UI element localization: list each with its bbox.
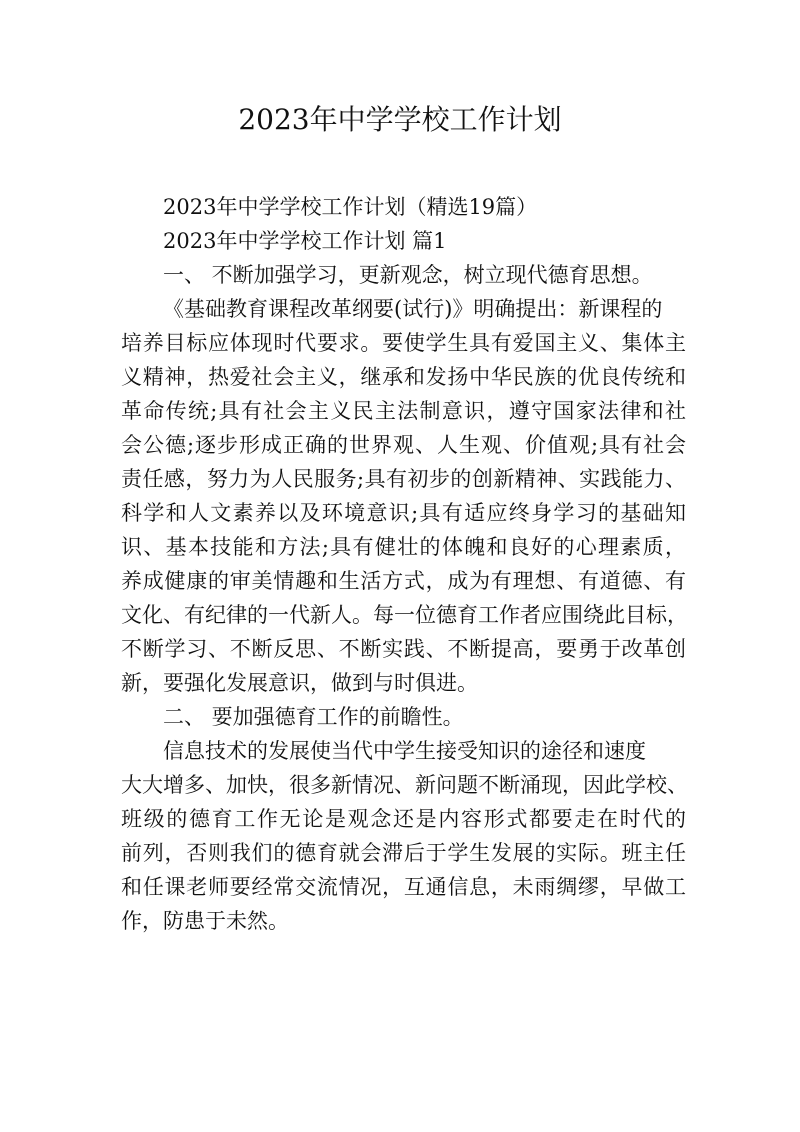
paragraph-1-line: 培养目标应体现时代要求。要使学生具有爱国主义、集体主 — [121, 331, 686, 355]
paragraph-1-line: 责任感，努力为人民服务;具有初步的创新精神、实践能力、 — [121, 467, 686, 491]
paragraph-2-line: 信息技术的发展使当代中学生接受知识的途径和速度 — [163, 739, 646, 763]
paragraph-1-line: 新，要强化发展意识，做到与时俱进。 — [121, 671, 478, 695]
paragraph-2-line: 作，防患于未然。 — [121, 909, 289, 933]
section-2-heading: 二、 要加强德育工作的前瞻性。 — [163, 705, 464, 729]
document-body — [121, 190, 686, 938]
paragraph-1-line: 养成健康的审美情趣和生活方式，成为有理想、有道德、有 — [121, 569, 686, 593]
paragraph-2-line: 班级的德育工作无论是观念还是内容形式都要走在时代的 — [121, 807, 686, 831]
paragraph-1-line: 会公德;逐步形成正确的世界观、人生观、价值观;具有社会 — [121, 433, 686, 457]
paragraph-2-line: 大大增多、加快，很多新情况、新问题不断涌现，因此学校、 — [121, 773, 688, 797]
paragraph-1-line: 《基础教育课程改革纲要(试行)》明确提出：新课程的 — [163, 297, 663, 321]
paragraph-1-line: 识、基本技能和方法;具有健壮的体魄和良好的心理素质， — [121, 535, 686, 559]
paragraph-2-line: 前列，否则我们的德育就会滞后于学生发展的实际。班主任 — [121, 841, 686, 865]
paragraph-1-line: 义精神，热爱社会主义，继承和发扬中华民族的优良传统和 — [121, 365, 686, 389]
paragraph-1-line: 文化、有纪律的一代新人。每一位德育工作者应围绕此目标， — [121, 603, 688, 627]
section-1-heading: 一、 不断加强学习，更新观念，树立现代德育思想。 — [163, 263, 653, 287]
paragraph-1-line: 不断学习、不断反思、不断实践、不断提高，要勇于改革创 — [121, 637, 686, 661]
document-title: 2023年中学学校工作计划 — [238, 103, 562, 136]
paragraph-1-line: 科学和人文素养以及环境意识;具有适应终身学习的基础知 — [121, 501, 686, 525]
article-heading: 2023年中学学校工作计划 篇1 — [163, 229, 447, 253]
paragraph-1-line: 革命传统;具有社会主义民主法制意识，遵守国家法律和社 — [121, 399, 686, 423]
paragraph-2-line: 和任课老师要经常交流情况，互通信息，未雨绸缪，早做工 — [121, 875, 686, 899]
document-subtitle: 2023年中学学校工作计划（精选19篇） — [163, 195, 538, 219]
